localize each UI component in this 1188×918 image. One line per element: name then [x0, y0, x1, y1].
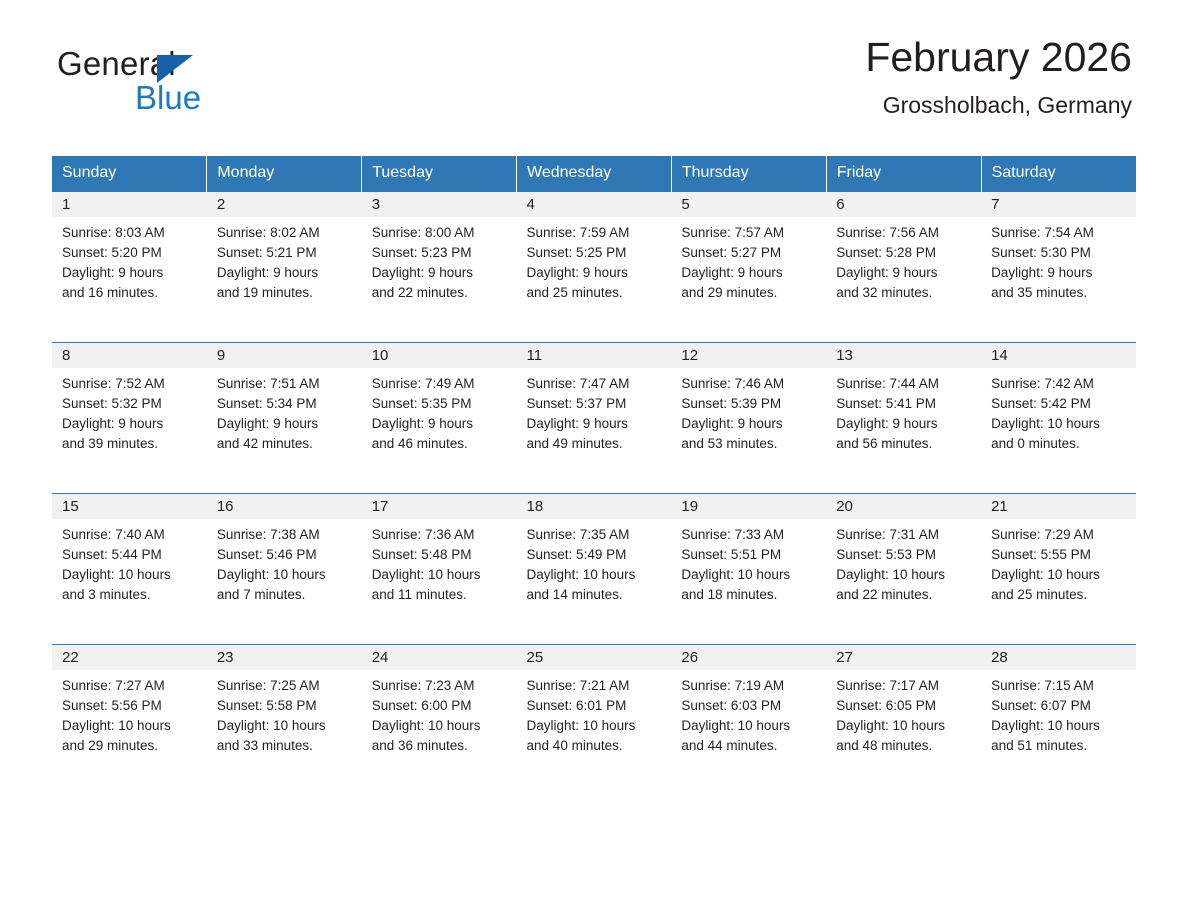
day-cell [826, 494, 981, 645]
day-cell [826, 645, 981, 796]
sunset-text: Sunset: 5:58 PM [216, 698, 317, 713]
day-cell [362, 494, 517, 645]
sunrise-text: Sunrise: 8:00 AM [371, 225, 475, 240]
daylight-text-line1: Daylight: 9 hours [62, 265, 164, 280]
sunset-text: Sunset: 6:00 PM [371, 698, 472, 713]
daylight-text-line1: Daylight: 9 hours [526, 416, 628, 431]
sunrise-text: Sunrise: 7:17 AM [836, 678, 940, 693]
day-cell [517, 192, 672, 343]
day-details [362, 670, 517, 756]
day-number: 21 [981, 494, 1136, 519]
daylight-text-line2: and 29 minutes. [681, 285, 778, 300]
day-number: 28 [981, 645, 1136, 670]
day-number: 16 [207, 494, 362, 519]
day-details [826, 670, 981, 756]
day-details [517, 217, 672, 303]
daylight-text-line2: and 42 minutes. [216, 436, 313, 451]
daylight-text-line1: Daylight: 10 hours [991, 416, 1100, 431]
day-cell [981, 192, 1136, 343]
daylight-text-line1: Daylight: 9 hours [836, 265, 938, 280]
sunset-text: Sunset: 5:56 PM [62, 698, 162, 713]
day-cell [517, 645, 672, 796]
day-number: 20 [826, 494, 981, 519]
sunset-text: Sunset: 5:55 PM [991, 547, 1091, 562]
daylight-text-line2: and 39 minutes. [62, 436, 159, 451]
daylight-text-line1: Daylight: 10 hours [62, 567, 171, 582]
day-cell [671, 494, 826, 645]
sunset-text: Sunset: 5:53 PM [836, 547, 937, 562]
daylight-text-line1: Daylight: 10 hours [216, 567, 326, 582]
sunrise-text: Sunrise: 7:23 AM [371, 678, 475, 693]
day-details [981, 217, 1136, 303]
weekday-header-tuesday: Tuesday [362, 156, 517, 192]
day-number: 10 [362, 343, 517, 368]
sunrise-text: Sunrise: 7:15 AM [991, 678, 1094, 693]
day-details [207, 217, 362, 303]
calendar-week-row [52, 343, 1136, 494]
daylight-text-line1: Daylight: 9 hours [62, 416, 164, 431]
sunset-text: Sunset: 5:25 PM [526, 245, 627, 260]
sunrise-text: Sunrise: 7:59 AM [526, 225, 630, 240]
daylight-text-line2: and 14 minutes. [526, 587, 623, 602]
day-details [671, 519, 826, 605]
sunset-text: Sunset: 5:34 PM [216, 396, 317, 411]
day-cell [207, 645, 362, 796]
day-cell [671, 645, 826, 796]
sunset-text: Sunset: 5:46 PM [216, 547, 317, 562]
day-cell [362, 645, 517, 796]
daylight-text-line2: and 7 minutes. [216, 587, 306, 602]
daylight-text-line2: and 48 minutes. [836, 738, 933, 753]
sunrise-text: Sunrise: 7:27 AM [62, 678, 165, 693]
calendar-week-row [52, 494, 1136, 645]
sunset-text: Sunset: 6:01 PM [526, 698, 627, 713]
daylight-text-line1: Daylight: 10 hours [681, 567, 791, 582]
daylight-text-line1: Daylight: 10 hours [991, 718, 1100, 733]
day-number: 25 [517, 645, 672, 670]
sunrise-text: Sunrise: 8:03 AM [62, 225, 165, 240]
day-cell [826, 343, 981, 494]
day-cell [52, 343, 207, 494]
daylight-text-line2: and 53 minutes. [681, 436, 778, 451]
sunset-text: Sunset: 5:41 PM [836, 396, 937, 411]
day-details [517, 368, 672, 454]
weekday-header-saturday: Saturday [981, 156, 1136, 192]
daylight-text-line2: and 32 minutes. [836, 285, 933, 300]
day-details [826, 217, 981, 303]
day-details [207, 519, 362, 605]
day-number: 11 [517, 343, 672, 368]
day-details [826, 519, 981, 605]
calendar-week-row [52, 645, 1136, 796]
daylight-text-line2: and 25 minutes. [526, 285, 623, 300]
daylight-text-line2: and 56 minutes. [836, 436, 933, 451]
day-number: 13 [826, 343, 981, 368]
sunset-text: Sunset: 5:51 PM [681, 547, 782, 562]
daylight-text-line1: Daylight: 9 hours [216, 416, 319, 431]
sunrise-text: Sunrise: 7:19 AM [681, 678, 785, 693]
day-details [981, 519, 1136, 605]
daylight-text-line1: Daylight: 10 hours [836, 718, 946, 733]
sunset-text: Sunset: 5:27 PM [681, 245, 782, 260]
day-cell [981, 645, 1136, 796]
sunrise-text: Sunrise: 7:38 AM [216, 527, 320, 542]
weekday-header-thursday: Thursday [671, 156, 826, 192]
day-details [671, 368, 826, 454]
day-details [517, 519, 672, 605]
daylight-text-line1: Daylight: 10 hours [526, 718, 636, 733]
day-number: 23 [207, 645, 362, 670]
sunset-text: Sunset: 6:05 PM [836, 698, 937, 713]
day-cell [671, 192, 826, 343]
day-details [826, 368, 981, 454]
day-number: 14 [981, 343, 1136, 368]
page-title: February 2026 [865, 34, 1132, 80]
day-cell [52, 494, 207, 645]
generalblue-logo [57, 45, 257, 115]
daylight-text-line1: Daylight: 9 hours [371, 416, 473, 431]
day-number: 9 [207, 343, 362, 368]
daylight-text-line2: and 49 minutes. [526, 436, 623, 451]
daylight-text-line2: and 11 minutes. [371, 587, 467, 602]
weekday-header-wednesday: Wednesday [517, 156, 672, 192]
daylight-text-line2: and 40 minutes. [526, 738, 623, 753]
day-number: 5 [671, 192, 826, 217]
day-number: 12 [671, 343, 826, 368]
day-cell [207, 494, 362, 645]
sunrise-text: Sunrise: 8:02 AM [216, 225, 320, 240]
sunset-text: Sunset: 5:42 PM [991, 396, 1091, 411]
sunset-text: Sunset: 5:35 PM [371, 396, 472, 411]
sunrise-text: Sunrise: 7:35 AM [526, 527, 630, 542]
sunset-text: Sunset: 5:23 PM [371, 245, 472, 260]
day-number: 6 [826, 192, 981, 217]
day-number: 17 [362, 494, 517, 519]
sunrise-text: Sunrise: 7:31 AM [836, 527, 940, 542]
sunrise-text: Sunrise: 7:49 AM [371, 376, 475, 391]
daylight-text-line2: and 19 minutes. [216, 285, 313, 300]
day-details [517, 670, 672, 756]
day-number: 24 [362, 645, 517, 670]
sunrise-text: Sunrise: 7:52 AM [62, 376, 165, 391]
day-number: 18 [517, 494, 672, 519]
day-cell [981, 494, 1136, 645]
day-details [52, 670, 207, 756]
daylight-text-line1: Daylight: 9 hours [681, 265, 783, 280]
sunrise-text: Sunrise: 7:36 AM [371, 527, 475, 542]
day-number: 15 [52, 494, 207, 519]
daylight-text-line1: Daylight: 10 hours [681, 718, 791, 733]
sunrise-text: Sunrise: 7:25 AM [216, 678, 320, 693]
day-details [671, 670, 826, 756]
day-details [362, 519, 517, 605]
day-cell [207, 343, 362, 494]
daylight-text-line2: and 33 minutes. [216, 738, 313, 753]
daylight-text-line1: Daylight: 10 hours [62, 718, 171, 733]
day-number: 4 [517, 192, 672, 217]
daylight-text-line2: and 3 minutes. [62, 587, 151, 602]
sunrise-text: Sunrise: 7:44 AM [836, 376, 940, 391]
day-details [52, 217, 207, 303]
day-details [52, 519, 207, 605]
sunrise-text: Sunrise: 7:29 AM [991, 527, 1094, 542]
day-cell [362, 343, 517, 494]
daylight-text-line1: Daylight: 9 hours [216, 265, 319, 280]
daylight-text-line1: Daylight: 9 hours [681, 416, 783, 431]
sunrise-text: Sunrise: 7:47 AM [526, 376, 630, 391]
weekday-header-row [52, 156, 1136, 192]
daylight-text-line2: and 36 minutes. [371, 738, 468, 753]
day-cell [826, 192, 981, 343]
day-number: 19 [671, 494, 826, 519]
page-header [52, 0, 1136, 120]
daylight-text-line2: and 35 minutes. [991, 285, 1088, 300]
page-subtitle-location: Grossholbach, Germany [882, 92, 1132, 118]
day-cell [207, 192, 362, 343]
day-cell [362, 192, 517, 343]
sunrise-text: Sunrise: 7:40 AM [62, 527, 165, 542]
day-number: 7 [981, 192, 1136, 217]
daylight-text-line2: and 22 minutes. [836, 587, 933, 602]
day-cell [671, 343, 826, 494]
daylight-text-line1: Daylight: 10 hours [216, 718, 326, 733]
daylight-text-line1: Daylight: 10 hours [371, 567, 481, 582]
sunrise-sunset-calendar [52, 156, 1136, 795]
daylight-text-line2: and 29 minutes. [62, 738, 159, 753]
day-cell [52, 192, 207, 343]
sunset-text: Sunset: 5:32 PM [62, 396, 162, 411]
sunset-text: Sunset: 5:48 PM [371, 547, 472, 562]
day-number: 3 [362, 192, 517, 217]
sunset-text: Sunset: 5:20 PM [62, 245, 162, 260]
daylight-text-line1: Daylight: 9 hours [836, 416, 938, 431]
day-details [52, 368, 207, 454]
weekday-header-friday: Friday [826, 156, 981, 192]
day-number: 26 [671, 645, 826, 670]
weekday-header-sunday: Sunday [52, 156, 207, 192]
sunset-text: Sunset: 5:28 PM [836, 245, 937, 260]
sunrise-text: Sunrise: 7:51 AM [216, 376, 320, 391]
day-details [981, 368, 1136, 454]
day-cell [981, 343, 1136, 494]
daylight-text-line1: Daylight: 10 hours [991, 567, 1100, 582]
logo-word-blue: Blue [135, 79, 202, 116]
sunset-text: Sunset: 5:44 PM [62, 547, 162, 562]
daylight-text-line1: Daylight: 9 hours [371, 265, 473, 280]
day-number: 2 [207, 192, 362, 217]
day-cell [52, 645, 207, 796]
day-details [981, 670, 1136, 756]
day-cell [517, 343, 672, 494]
daylight-text-line2: and 46 minutes. [371, 436, 468, 451]
sunrise-text: Sunrise: 7:42 AM [991, 376, 1094, 391]
day-details [671, 217, 826, 303]
sunrise-text: Sunrise: 7:46 AM [681, 376, 785, 391]
day-number: 27 [826, 645, 981, 670]
day-number: 8 [52, 343, 207, 368]
day-details [207, 368, 362, 454]
sunset-text: Sunset: 6:07 PM [991, 698, 1091, 713]
sunset-text: Sunset: 5:39 PM [681, 396, 782, 411]
daylight-text-line1: Daylight: 10 hours [371, 718, 481, 733]
daylight-text-line2: and 44 minutes. [681, 738, 778, 753]
sunset-text: Sunset: 5:21 PM [216, 245, 317, 260]
day-cell [517, 494, 672, 645]
sunrise-text: Sunrise: 7:54 AM [991, 225, 1094, 240]
daylight-text-line1: Daylight: 9 hours [526, 265, 628, 280]
day-details [362, 217, 517, 303]
daylight-text-line1: Daylight: 9 hours [991, 265, 1093, 280]
sunset-text: Sunset: 5:30 PM [991, 245, 1091, 260]
sunset-text: Sunset: 5:49 PM [526, 547, 627, 562]
sunrise-text: Sunrise: 7:33 AM [681, 527, 785, 542]
daylight-text-line2: and 18 minutes. [681, 587, 778, 602]
sunrise-text: Sunrise: 7:56 AM [836, 225, 940, 240]
calendar-week-row [52, 192, 1136, 343]
sunset-text: Sunset: 5:37 PM [526, 396, 627, 411]
daylight-text-line2: and 25 minutes. [991, 587, 1088, 602]
daylight-text-line1: Daylight: 10 hours [526, 567, 636, 582]
day-number: 22 [52, 645, 207, 670]
daylight-text-line1: Daylight: 10 hours [836, 567, 946, 582]
daylight-text-line2: and 22 minutes. [371, 285, 468, 300]
daylight-text-line2: and 16 minutes. [62, 285, 159, 300]
sunrise-text: Sunrise: 7:21 AM [526, 678, 630, 693]
day-number: 1 [52, 192, 207, 217]
sunrise-text: Sunrise: 7:57 AM [681, 225, 785, 240]
daylight-text-line2: and 51 minutes. [991, 738, 1088, 753]
day-details [362, 368, 517, 454]
logo-word-general: General [57, 45, 176, 82]
weekday-header-monday: Monday [207, 156, 362, 192]
day-details [207, 670, 362, 756]
daylight-text-line2: and 0 minutes. [991, 436, 1080, 451]
sunset-text: Sunset: 6:03 PM [681, 698, 782, 713]
